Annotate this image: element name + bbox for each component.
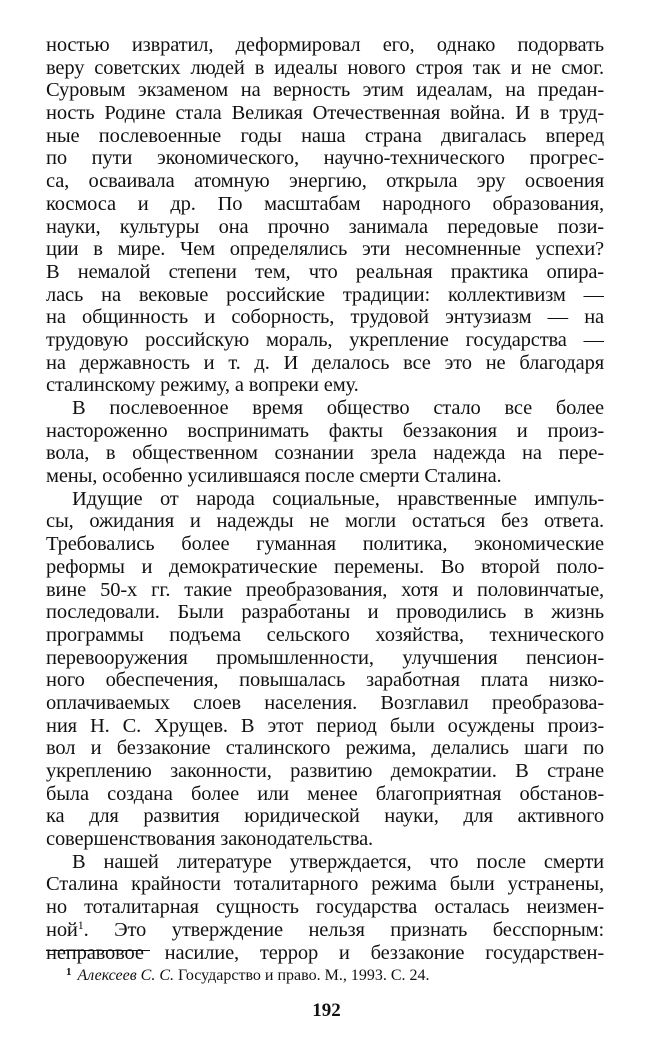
text-line: на общинность и соборность, трудовой энтузиазм — на: [46, 306, 604, 329]
text-line: Требовались более гуманная политика, экономические: [46, 533, 604, 556]
text-line: Идущие от народа социальные, нравственные импуль-: [72, 487, 604, 510]
text-line: космоса и др. По масштабам народного образования,: [46, 192, 604, 215]
text-line: В немалой степени тем, что реальная практика опира-: [46, 260, 604, 283]
text-line: ностью извратил, деформировал его, однако подорвать: [46, 34, 604, 56]
text-line: В послевоенное время общество стало все более: [72, 397, 604, 419]
text-line: трудовую российскую мораль, укрепление государства —: [46, 328, 604, 351]
text-line: ции в мире. Чем определялись эти несомненные успехи?: [46, 238, 604, 261]
text-line: перевооружения промышленности, улучшения пенсион-: [46, 646, 604, 669]
text-line: настороженно воспринимать факты беззакония и произ-: [46, 419, 604, 442]
text-line: реформы и демократические перемены. Во второй поло-: [46, 555, 604, 578]
text-line: по пути экономического, научно-технического прогрес-: [46, 147, 604, 170]
text-line: веру советских людей в идеалы нового строя так и не смог.: [46, 56, 604, 79]
text-line: укреплению законности, развитию демократии. В стране: [46, 760, 604, 782]
text-line: ного обеспечения, повышалась заработная плата низко-: [46, 669, 604, 692]
page-number: 192: [312, 1000, 341, 1021]
text-line: ка для развития юридической науки, для активного: [46, 805, 604, 828]
footnote-text: Государство и право. М., 1993. С. 24.: [178, 967, 430, 984]
text-line: но тоталитарная сущность государства осталась неизмен-: [46, 896, 604, 919]
text-line: сталинскому режиму, а вопреки ему.: [46, 374, 359, 397]
text-line: ность Родине стала Великая Отечественная война. И в труд-: [46, 102, 604, 125]
footnote-divider: [46, 950, 150, 951]
text-line: Суровым экзаменом на верность этим идеалам, на предан-: [46, 79, 604, 102]
text-line: вол и беззаконие сталинского режима, делались шаги по: [46, 737, 604, 760]
text-line: науки, культуры она прочно занимала передовые пози-: [46, 215, 604, 238]
text-fragment: ной: [46, 918, 78, 941]
footnote-reference: 1: [77, 918, 84, 932]
footnote: [66, 966, 430, 985]
text-fragment: . Это утверждение нельзя признать бесспорным:: [83, 918, 604, 941]
text-line-with-footnote: [46, 919, 604, 942]
text-line: вола, в общественном сознании зрела надежда на пере-: [46, 442, 604, 465]
text-line: оплачиваемых слоев населения. Возглавил преобразова-: [46, 691, 604, 714]
text-line: на державность и т. д. И делалось все это не благодаря: [46, 351, 604, 374]
text-line: была создана более или менее благоприятная обстанов-: [46, 782, 604, 805]
text-line: ния Н. С. Хрущев. В этот период были осуждены произ-: [46, 714, 604, 737]
text-line: программы подъема сельского хозяйства, технического: [46, 623, 604, 646]
text-line: неправовое насилие, террор и беззаконие государствен-: [46, 941, 604, 964]
footnote-mark: 1: [66, 966, 72, 978]
text-line: вине 50-х гг. такие преобразования, хотя и половинчатые,: [46, 578, 604, 601]
text-line: са, осваивала атомную энергию, открыла эру освоения: [46, 170, 604, 193]
footnote-author: Алексеев С. С.: [77, 967, 175, 984]
text-line: последовали. Были разработаны и проводились в жизнь: [46, 601, 604, 624]
text-line: мены, особенно усилившаяся после смерти Сталина.: [46, 465, 502, 488]
text-line: Сталина крайности тоталитарного режима были устранены,: [46, 873, 604, 896]
text-line: ные послевоенные годы наша страна двигалась вперед: [46, 124, 604, 147]
text-line: сы, ожидания и надежды не могли остаться без ответа.: [46, 510, 604, 533]
text-line: В нашей литературе утверждается, что после смерти: [72, 850, 604, 873]
text-line: лась на вековые российские традиции: коллективизм —: [46, 283, 604, 306]
text-line: совершенствования законодательства.: [46, 828, 374, 851]
page-body: [46, 34, 604, 964]
